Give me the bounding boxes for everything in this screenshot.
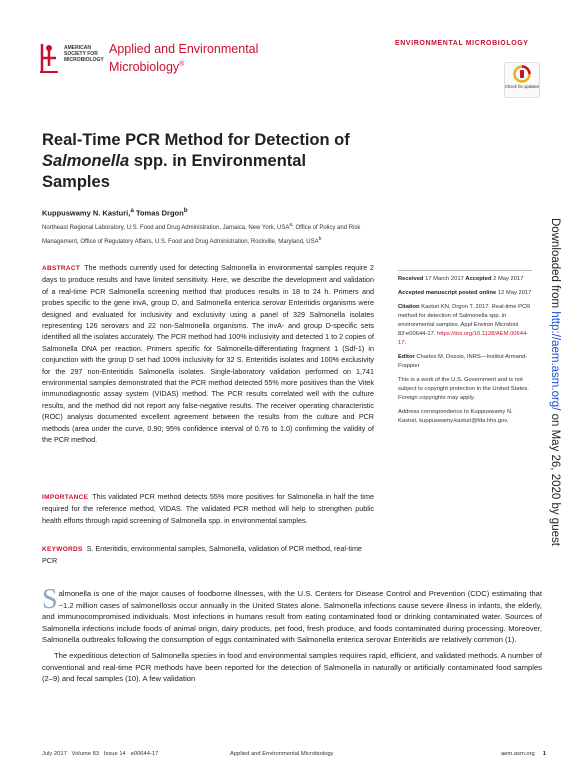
society-name: AMERICAN SOCIETY FOR MICROBIOLOGY: [64, 45, 104, 63]
author-1[interactable]: Kuppuswamy N. Kasturi,: [42, 208, 131, 218]
article-info-sidebar: [398, 270, 532, 431]
article-title: [42, 130, 382, 193]
title-line3: Samples: [42, 173, 110, 191]
affiliation-b: Office of Policy and Risk Management, Office of Regulatory Affairs, U.S. Food and Drug Administration, Rockville, Maryland, USA: [42, 225, 361, 245]
drop-cap: S: [42, 584, 58, 615]
section-label: ENVIRONMENTAL MICROBIOLOGY: [395, 40, 529, 47]
journal-name[interactable]: [109, 42, 279, 75]
check-for-updates-badge[interactable]: [504, 62, 540, 98]
page-number: 1: [542, 751, 546, 757]
keywords: [42, 543, 374, 567]
keywords-label: KEYWORDS: [42, 546, 83, 553]
title-line1: Real-Time PCR Method for Detection of: [42, 131, 350, 149]
journal-name-line2: Microbiology®: [109, 60, 185, 75]
check-updates-icon: [513, 65, 531, 83]
keywords-text: S. Enteritidis, environmental samples, Salmonella, validation of PCR method, real-time PCR: [42, 544, 362, 566]
check-updates-label: Check for updates: [505, 84, 539, 89]
abstract-label: ABSTRACT: [42, 265, 81, 272]
title-line2: spp. in Environmental: [129, 152, 307, 170]
sidebar-divider: [398, 270, 532, 271]
sidebar-citation: Citation Kasturi KN, Drgon T. 2017. Real-time PCR method for detection of Salmonella spp. in environmental samples. Appl Environ Microbiol 83:e00644-17. https://doi.org/10.1128/AEM.00644-17.: [398, 304, 531, 346]
author-list: Kuppuswamy N. Kasturi,$^a$ Tomas Drgon$^b$: [42, 207, 188, 218]
abstract-text: The methods currently used for detecting Salmonella in environmental samples require 2 days to produce results and have limited sensitivity. Here, we describe the development and validation of a real-time PCR Salmonella screening method that produces results in 18 to 24 h. Primers and probes specific to the gene invA, group D, and Salmonella enterica serovar Enteritidis organisms were designed and evaluated for inclusivity and exclusivity using a panel of 329 Salmonella isolates representing 126 serovars and 22 non-Salmonella organisms. The invA- and group D-specific sets identified all the isolates accurately. The PCR method had 100% inclusivity and detected 1 to 2 copies of Salmonella DNA per reaction. Primers specific for Salmonella-differentiating fragment 1 (Sdf-1) in conjunction with the group D set had 100% inclusivity for 32 S. Enteritidis isolates and 100% exclusivity for the 297 non-Enteritidis Salmonella isolates. Single-laboratory validation performed on 1,741 environmental samples demonstrated that the PCR method detected 55% more positives than the Vitek immunodiagnostic assay system (VIDAS) method. The PCR results correlated well with the culture results, and the method did not report any false-negative results. The receiver operating characteristic (ROC) analysis documented excellent agreement between the results from the culture and PCR methods (area under the curve, 0.90; 95% confidence interval of 0.76 to 1.0) confirming the validity of the PCR method.: [42, 263, 374, 445]
footer-right: [501, 751, 546, 757]
author-2[interactable]: Tomas Drgon: [135, 208, 184, 218]
journal-name-line1: Applied and Environmental: [109, 42, 259, 56]
sidebar-public-domain: This is a work of the U.S. Government and is not subject to copyright protection in the United States. Foreign copyrights may apply.: [398, 377, 529, 401]
stamp-link[interactable]: http://aem.asm.org/: [549, 311, 561, 411]
sidebar-correspondence: Address correspondence to Kuppuswamy N. Kasturi, kuppuswamy.kasturi@fda.hhs.gov.: [398, 409, 513, 424]
footer-journal: Applied and Environmental Microbiology: [230, 751, 334, 757]
affiliations: Northeast Regional Laboratory, U.S. Food and Drug Administration, Jamaica, New York, USA$^a$; Office of Policy and Risk Management, Office of Regulatory Affairs, U.S. Food and Drug Administration, Rockville, Maryland, USA$^b$: [42, 222, 361, 245]
sidebar-editor: Editor Charles M. Dozois, INRS—Institut Armand-Frappier: [398, 354, 528, 369]
abstract: [42, 262, 374, 446]
importance-label: IMPORTANCE: [42, 494, 89, 501]
affiliation-a: Northeast Regional Laboratory, U.S. Food and Drug Administration, Jamaica, New York, USA: [42, 225, 290, 231]
sidebar-dates: Received 17 March 2017 Accepted 2 May 2017: [398, 276, 524, 282]
download-stamp: Downloaded from http://aem.asm.org/ on May 26, 2020 by guest: [549, 218, 561, 546]
body-paragraph-1: Salmonella is one of the major causes of foodborne illnesses, with the U.S. Centers for Disease Control and Prevention (CDC) estimating that ~1.2 million cases of salmonellosis occur annually in the United States alone. Salmonella infections cause severe illness in infants, the elderly, and immunocompromised individuals. Most infections in humans result from eating contaminated food or drinking contaminated water. Sources of Salmonella infections include foods of animal origin, dairy products, pet food, fresh produce, and foods contaminated during processing. Moreover, Salmonella outbreaks following the consumption of eggs contaminated with Salmonella enterica serovar Enteritidis are relatively common (1).: [42, 584, 542, 645]
body-paragraph-2: The expeditious detection of Salmonella species in food and environmental samples requires rapid, efficient, and validated methods. A number of conventional and real-time PCR methods have been reported for the detection of Salmonella in naturally or artificially contaminated food samples (2–9) and fecal samples (10). A few validation: [42, 650, 542, 684]
importance-text: This validated PCR method detects 55% more positives for Salmonella in half the time required for the reference method, VIDAS. The validated PCR method will help to strengthen public health efforts through rapid screening of Salmonella spp. in environmental samples.: [42, 492, 374, 525]
article-body: [42, 584, 542, 685]
importance: [42, 491, 374, 526]
doi-link[interactable]: https://doi.org/10.1128/AEM.00644-17: [398, 331, 529, 346]
footer-site-link[interactable]: aem.asm.org: [500, 751, 535, 757]
title-italic: Salmonella: [42, 152, 130, 170]
sidebar-online: Accepted manuscript posted online 12 May 2017: [398, 290, 532, 296]
asm-logo-icon: [38, 42, 60, 74]
footer-issue-info: July 2017 Volume 83 Issue 14 e00644-17: [42, 751, 159, 757]
